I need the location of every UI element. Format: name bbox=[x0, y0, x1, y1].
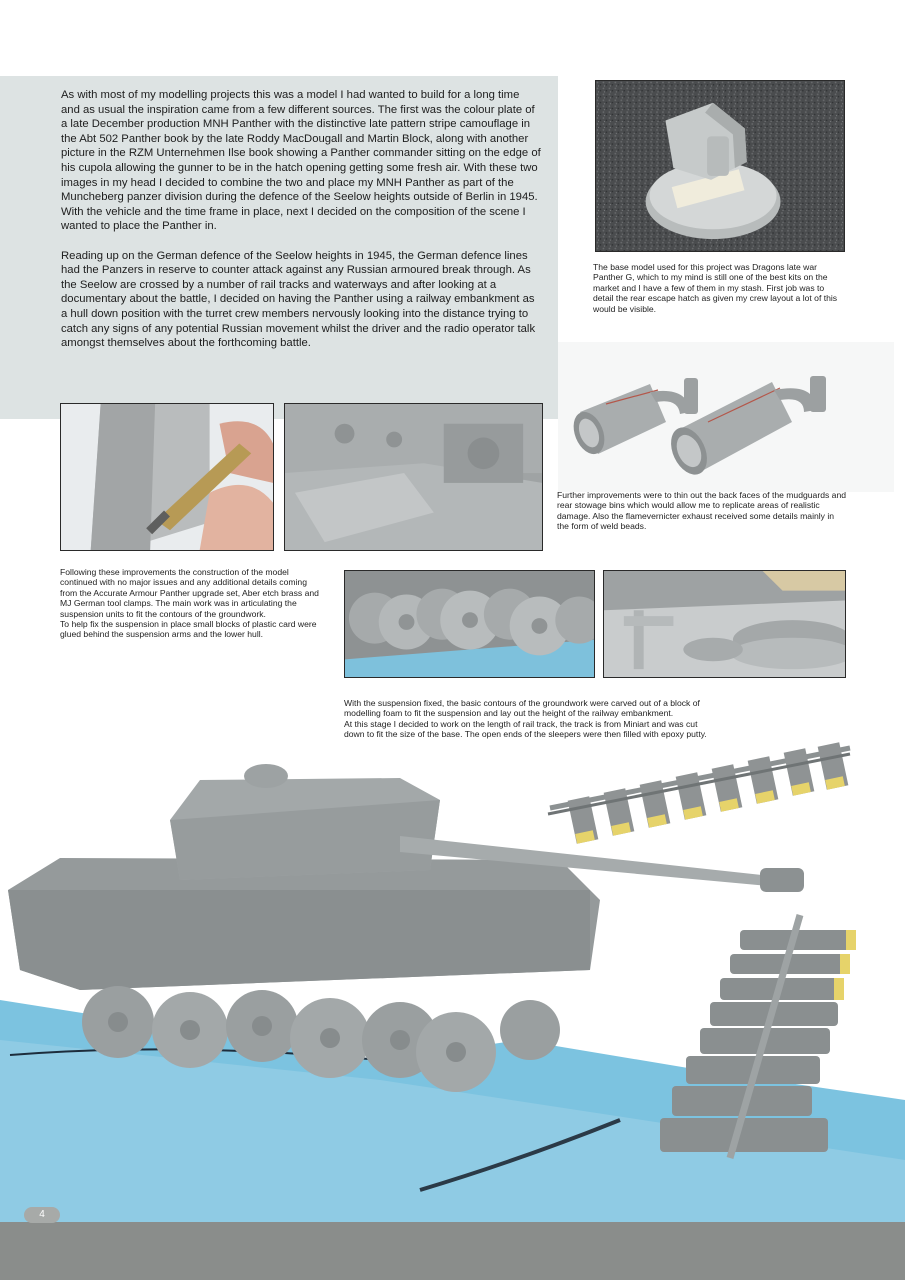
mudguards-caption bbox=[557, 490, 847, 532]
rail-track-upper bbox=[548, 742, 850, 844]
escape-hatch-photo bbox=[595, 80, 845, 252]
construction-caption bbox=[60, 567, 324, 640]
suspension-caption-text-2: At this stage I decided to work on the length of rail track, the track is from Miniart and was cut down to fit the size of the base. The open ends of the sleepers were then filled with epoxy putty. bbox=[344, 718, 707, 740]
suspension-caption bbox=[344, 698, 714, 740]
road-wheels-photo bbox=[344, 570, 595, 678]
knife-cutting-photo bbox=[60, 403, 274, 551]
intro-paragraph-2: Reading up on the German defence of the Seelow heights in 1945, the German defence lines had the Panzers in reserve to counter attack against any Russian armoured break through. As the Seelow are crossed by a number of rail tracks and waterways and after looking at a documentary about the battle, I decided on having the Panther using a railway embankment as a hull down position with the turret crew members nervously looking into the distance trying to catch any signs of any potential Russian movement whilst the driver and the radio operator talk amongst themselves about the forthcoming battle. bbox=[61, 249, 536, 350]
suspension-caption-text-1: With the suspension fixed, the basic contours of the groundwork were carved out of a block of modelling foam to fit the suspension and lay out the height of the railway embankment. bbox=[344, 698, 700, 719]
panther-diorama-photo bbox=[0, 740, 905, 1222]
intro-text-block bbox=[61, 88, 541, 365]
base-model-caption-text: The base model used for this project was Dragons late war Panther G, which to my mind is still one of the best kits on the market and I have a few of them in my stash. First job was to detail the rear escape hatch as given my crew layout a lot of this would be visible. bbox=[593, 262, 838, 314]
intro-paragraph-1: As with most of my modelling projects this was a model I had wanted to build for a long time and as usual the inspiration came from a few different sources. The first was the colour plate of a late December production MNH Panther with the distinctive late pattern stripe camouflage in the Abt 502 Panther book by the late Roddy MacDougall and Martin Block, along with another picture in the RZM Unternehmen Ilse book showing a Panther commander sitting on the edge of his cupola allowing the gunner to be in the hatch opening getting some fresh air. With these two images in my head I decided to combine the two and place my MNH Panther as part of the Muncheberg panzer division during the defence of the Seelow heights outside of Berlin in 1945. With the vehicle and the time frame in place, next I decided on the composition of the scene I wanted to place the Panther in. bbox=[61, 89, 541, 233]
construction-caption-text-2: To help fix the suspension in place small blocks of plastic card were glued behind the suspension arms and the lower hull. bbox=[60, 619, 317, 640]
mudguards-caption-text: Further improvements were to thin out the back faces of the mudguards and rear stowage bins which would allow me to replicate areas of realistic damage. Also the flamevernicter exhaust received some details mainly in the form of weld beads. bbox=[557, 490, 846, 532]
footer-band bbox=[0, 1222, 905, 1280]
suspension-arms-photo bbox=[603, 570, 846, 678]
rail-track-lower bbox=[660, 915, 856, 1158]
page-number-badge: 4 bbox=[24, 1207, 60, 1223]
exhaust-pipes-photo bbox=[558, 342, 894, 492]
base-model-caption bbox=[593, 262, 845, 314]
hull-rear-detail-photo bbox=[284, 403, 543, 551]
construction-caption-text-1: Following these improvements the construction of the model continued with no major issues and any additional details coming from the Accurate Armour Panther upgrade set, Aber etch brass and MJ German tool clamps. The main work was in articulating the suspension units to fit the contours of the groundwork. bbox=[60, 567, 319, 619]
